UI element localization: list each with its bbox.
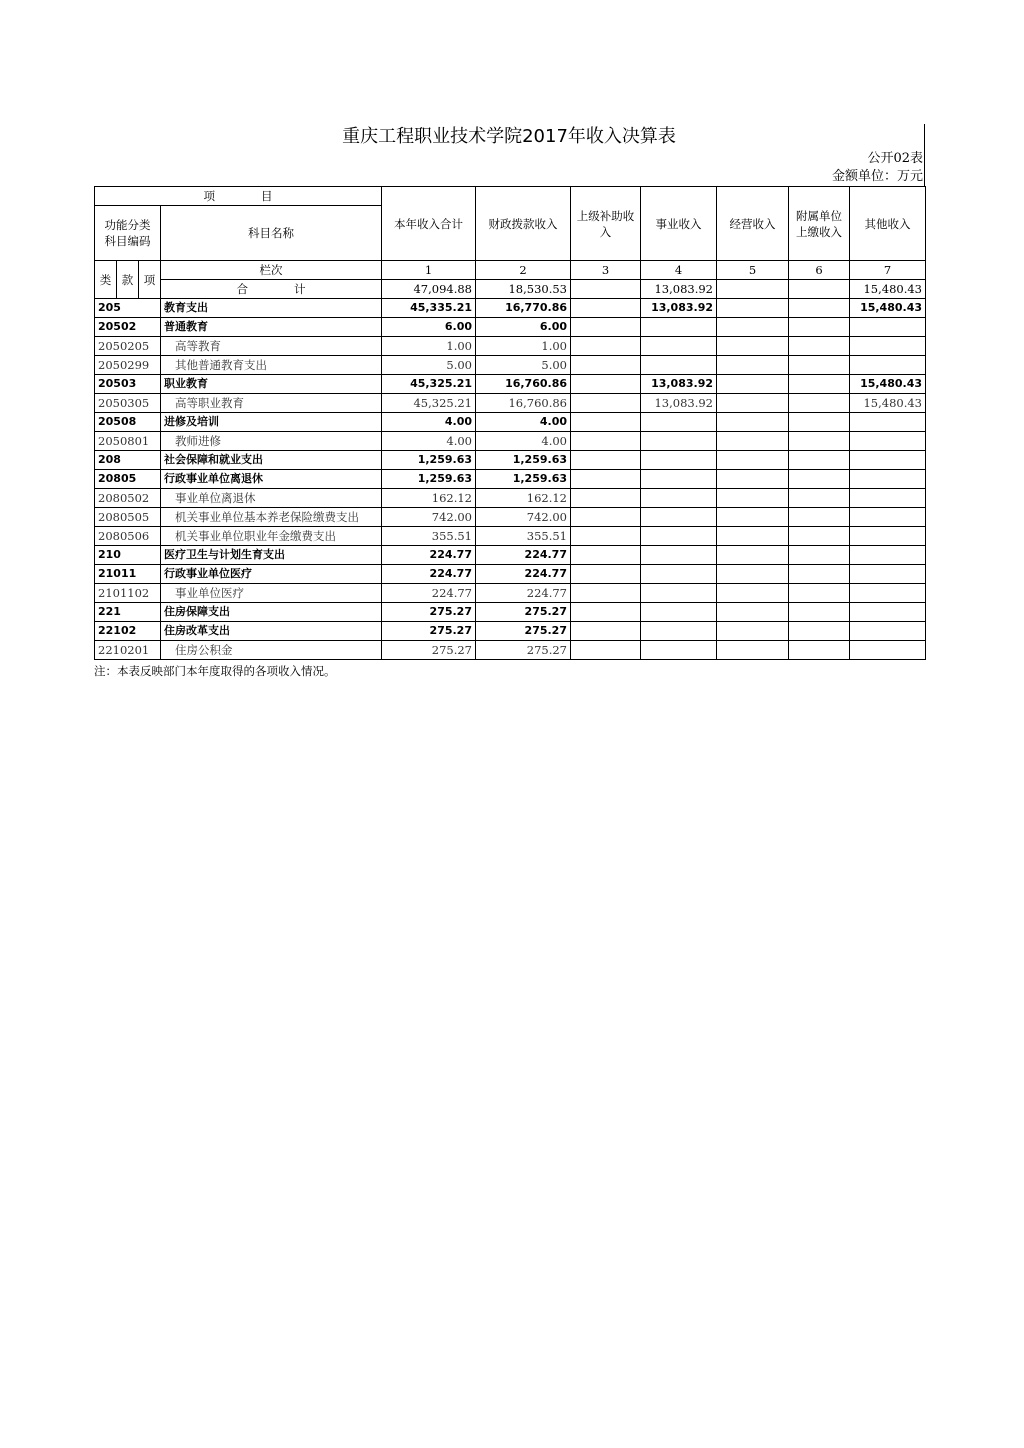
table-row bbox=[95, 546, 926, 565]
table-row bbox=[95, 299, 926, 318]
header-xiang: 项 bbox=[139, 261, 161, 299]
table-row bbox=[95, 394, 926, 413]
total-value: 47,094.88 bbox=[382, 280, 476, 299]
header-col-6: 附属单位 上缴收入 bbox=[789, 187, 850, 261]
row-value bbox=[789, 546, 850, 565]
row-value bbox=[789, 565, 850, 584]
row-value bbox=[571, 432, 641, 451]
header-func-code: 功能分类 科目编码 bbox=[95, 206, 161, 261]
row-value bbox=[641, 470, 717, 489]
row-subject-name: 事业单位医疗 bbox=[161, 584, 382, 603]
table-row bbox=[95, 470, 926, 489]
row-value bbox=[717, 641, 789, 660]
table-row bbox=[95, 527, 926, 546]
row-value bbox=[717, 508, 789, 527]
row-value: 1,259.63 bbox=[476, 470, 571, 489]
row-value bbox=[789, 356, 850, 375]
row-value bbox=[789, 622, 850, 641]
row-value: 1.00 bbox=[476, 337, 571, 356]
table-row bbox=[95, 375, 926, 394]
row-value: 224.77 bbox=[382, 584, 476, 603]
col-number: 6 bbox=[789, 261, 850, 280]
row-value: 275.27 bbox=[476, 603, 571, 622]
row-value: 4.00 bbox=[382, 432, 476, 451]
row-value: 1.00 bbox=[382, 337, 476, 356]
table-row bbox=[95, 318, 926, 337]
row-value: 45,325.21 bbox=[382, 375, 476, 394]
row-code: 210 bbox=[95, 546, 161, 565]
row-value bbox=[641, 565, 717, 584]
table-row bbox=[95, 584, 926, 603]
col-number: 7 bbox=[850, 261, 926, 280]
row-value bbox=[717, 584, 789, 603]
table-row bbox=[95, 489, 926, 508]
row-value: 1,259.63 bbox=[382, 451, 476, 470]
row-value: 4.00 bbox=[476, 413, 571, 432]
row-code: 2210201 bbox=[95, 641, 161, 660]
row-value bbox=[641, 413, 717, 432]
row-subject-name: 住房公积金 bbox=[161, 641, 382, 660]
row-subject-name: 住房改革支出 bbox=[161, 622, 382, 641]
row-value: 355.51 bbox=[476, 527, 571, 546]
row-subject-name: 行政事业单位离退休 bbox=[161, 470, 382, 489]
row-value bbox=[717, 603, 789, 622]
row-value: 16,760.86 bbox=[476, 394, 571, 413]
row-subject-name: 社会保障和就业支出 bbox=[161, 451, 382, 470]
row-code: 2050801 bbox=[95, 432, 161, 451]
header-col-5: 经营收入 bbox=[717, 187, 789, 261]
row-value bbox=[571, 603, 641, 622]
total-value bbox=[717, 280, 789, 299]
row-value bbox=[789, 641, 850, 660]
row-value: 16,770.86 bbox=[476, 299, 571, 318]
table-row bbox=[95, 565, 926, 584]
page-title: 重庆工程职业技术学院2017年收入决算表 bbox=[342, 126, 676, 147]
row-value bbox=[717, 394, 789, 413]
total-value bbox=[571, 280, 641, 299]
header-kuan: 款 bbox=[117, 261, 139, 299]
row-value bbox=[789, 318, 850, 337]
row-value bbox=[571, 337, 641, 356]
row-value bbox=[717, 337, 789, 356]
row-value: 275.27 bbox=[476, 622, 571, 641]
table-row bbox=[95, 622, 926, 641]
row-value bbox=[717, 527, 789, 546]
row-code: 2080506 bbox=[95, 527, 161, 546]
row-value: 224.77 bbox=[382, 546, 476, 565]
row-value bbox=[789, 432, 850, 451]
col-number: 5 bbox=[717, 261, 789, 280]
row-value bbox=[571, 584, 641, 603]
row-value: 355.51 bbox=[382, 527, 476, 546]
row-value bbox=[571, 375, 641, 394]
header-row-lanci bbox=[95, 261, 926, 280]
row-value bbox=[850, 527, 926, 546]
row-value: 45,335.21 bbox=[382, 299, 476, 318]
total-value: 15,480.43 bbox=[850, 280, 926, 299]
row-subject-name: 高等教育 bbox=[161, 337, 382, 356]
row-value bbox=[789, 299, 850, 318]
row-value bbox=[850, 489, 926, 508]
row-subject-name: 教师进修 bbox=[161, 432, 382, 451]
table-row bbox=[95, 603, 926, 622]
table-row bbox=[95, 337, 926, 356]
row-value bbox=[789, 527, 850, 546]
row-value bbox=[571, 622, 641, 641]
row-value: 224.77 bbox=[476, 546, 571, 565]
header-col-2: 财政拨款收入 bbox=[476, 187, 571, 261]
row-value: 1,259.63 bbox=[476, 451, 571, 470]
row-value bbox=[641, 603, 717, 622]
row-value: 742.00 bbox=[476, 508, 571, 527]
table-row bbox=[95, 451, 926, 470]
col-number: 1 bbox=[382, 261, 476, 280]
row-value: 5.00 bbox=[476, 356, 571, 375]
table-row bbox=[95, 413, 926, 432]
row-value: 742.00 bbox=[382, 508, 476, 527]
row-value bbox=[850, 584, 926, 603]
row-value bbox=[717, 375, 789, 394]
row-value bbox=[571, 394, 641, 413]
row-value bbox=[717, 489, 789, 508]
row-code: 20508 bbox=[95, 413, 161, 432]
row-value bbox=[850, 318, 926, 337]
row-value bbox=[850, 603, 926, 622]
header-col-7: 其他收入 bbox=[850, 187, 926, 261]
row-value: 275.27 bbox=[382, 641, 476, 660]
header-lanci: 栏次 bbox=[161, 261, 382, 280]
row-value bbox=[717, 432, 789, 451]
income-table bbox=[94, 186, 926, 660]
row-subject-name: 普通教育 bbox=[161, 318, 382, 337]
row-value: 275.27 bbox=[382, 622, 476, 641]
form-number: 公开02表 bbox=[867, 151, 923, 166]
row-value: 275.27 bbox=[382, 603, 476, 622]
table-row bbox=[95, 641, 926, 660]
table-row bbox=[95, 432, 926, 451]
row-value bbox=[571, 527, 641, 546]
col-number: 2 bbox=[476, 261, 571, 280]
row-value bbox=[850, 337, 926, 356]
row-value bbox=[641, 546, 717, 565]
row-value: 4.00 bbox=[476, 432, 571, 451]
row-subject-name: 教育支出 bbox=[161, 299, 382, 318]
row-value bbox=[850, 641, 926, 660]
row-value: 15,480.43 bbox=[850, 375, 926, 394]
row-value bbox=[850, 356, 926, 375]
row-value: 162.12 bbox=[382, 489, 476, 508]
row-value: 224.77 bbox=[382, 565, 476, 584]
row-code: 22102 bbox=[95, 622, 161, 641]
row-value bbox=[641, 318, 717, 337]
row-subject-name: 事业单位离退休 bbox=[161, 489, 382, 508]
row-code: 20805 bbox=[95, 470, 161, 489]
row-value bbox=[571, 299, 641, 318]
row-code: 2080502 bbox=[95, 489, 161, 508]
total-row bbox=[95, 280, 926, 299]
row-value: 15,480.43 bbox=[850, 394, 926, 413]
row-value bbox=[789, 470, 850, 489]
row-value bbox=[789, 489, 850, 508]
row-value bbox=[641, 432, 717, 451]
row-subject-name: 机关事业单位职业年金缴费支出 bbox=[161, 527, 382, 546]
sheet-edge-line bbox=[924, 124, 925, 186]
row-value bbox=[850, 451, 926, 470]
row-subject-name: 其他普通教育支出 bbox=[161, 356, 382, 375]
row-value: 224.77 bbox=[476, 584, 571, 603]
row-value bbox=[571, 413, 641, 432]
row-value bbox=[850, 470, 926, 489]
row-value: 224.77 bbox=[476, 565, 571, 584]
row-value bbox=[571, 546, 641, 565]
header-col-3: 上级补助收 入 bbox=[571, 187, 641, 261]
row-code: 2080505 bbox=[95, 508, 161, 527]
row-value bbox=[571, 470, 641, 489]
row-value bbox=[641, 356, 717, 375]
row-value bbox=[850, 546, 926, 565]
row-value: 16,760.86 bbox=[476, 375, 571, 394]
row-value: 13,083.92 bbox=[641, 299, 717, 318]
header-col-4: 事业收入 bbox=[641, 187, 717, 261]
row-subject-name: 机关事业单位基本养老保险缴费支出 bbox=[161, 508, 382, 527]
col-number: 4 bbox=[641, 261, 717, 280]
row-value bbox=[789, 375, 850, 394]
row-value bbox=[717, 451, 789, 470]
row-value bbox=[571, 508, 641, 527]
row-value bbox=[571, 356, 641, 375]
row-code: 221 bbox=[95, 603, 161, 622]
table-row bbox=[95, 356, 926, 375]
row-code: 21011 bbox=[95, 565, 161, 584]
row-value: 1,259.63 bbox=[382, 470, 476, 489]
row-value: 6.00 bbox=[382, 318, 476, 337]
row-code: 208 bbox=[95, 451, 161, 470]
row-value bbox=[789, 508, 850, 527]
row-code: 2050299 bbox=[95, 356, 161, 375]
row-value bbox=[641, 622, 717, 641]
header-row-item bbox=[95, 187, 926, 206]
row-value bbox=[717, 356, 789, 375]
row-value bbox=[571, 489, 641, 508]
total-value bbox=[789, 280, 850, 299]
row-value bbox=[717, 413, 789, 432]
row-code: 20503 bbox=[95, 375, 161, 394]
row-value bbox=[850, 622, 926, 641]
row-value bbox=[850, 432, 926, 451]
row-value: 45,325.21 bbox=[382, 394, 476, 413]
row-value: 15,480.43 bbox=[850, 299, 926, 318]
row-value bbox=[789, 603, 850, 622]
header-col-1: 本年收入合计 bbox=[382, 187, 476, 261]
row-subject-name: 职业教育 bbox=[161, 375, 382, 394]
row-value: 4.00 bbox=[382, 413, 476, 432]
row-value bbox=[717, 546, 789, 565]
row-code: 2050305 bbox=[95, 394, 161, 413]
row-value bbox=[717, 622, 789, 641]
row-value bbox=[571, 451, 641, 470]
row-value bbox=[717, 318, 789, 337]
row-value bbox=[850, 413, 926, 432]
row-value: 162.12 bbox=[476, 489, 571, 508]
row-value: 275.27 bbox=[476, 641, 571, 660]
row-value bbox=[850, 508, 926, 527]
row-code: 2101102 bbox=[95, 584, 161, 603]
row-subject-name: 行政事业单位医疗 bbox=[161, 565, 382, 584]
row-value bbox=[641, 489, 717, 508]
col-number: 3 bbox=[571, 261, 641, 280]
row-value: 5.00 bbox=[382, 356, 476, 375]
row-code: 205 bbox=[95, 299, 161, 318]
row-value bbox=[571, 641, 641, 660]
row-value bbox=[641, 337, 717, 356]
total-value: 13,083.92 bbox=[641, 280, 717, 299]
row-value bbox=[641, 451, 717, 470]
row-value bbox=[571, 565, 641, 584]
total-value: 18,530.53 bbox=[476, 280, 571, 299]
row-value bbox=[789, 451, 850, 470]
row-value bbox=[717, 565, 789, 584]
row-code: 20502 bbox=[95, 318, 161, 337]
row-value bbox=[641, 527, 717, 546]
row-value: 13,083.92 bbox=[641, 375, 717, 394]
table-row bbox=[95, 508, 926, 527]
header-lei: 类 bbox=[95, 261, 117, 299]
row-subject-name: 高等职业教育 bbox=[161, 394, 382, 413]
row-value bbox=[789, 337, 850, 356]
row-value bbox=[571, 318, 641, 337]
amount-unit: 金额单位：万元 bbox=[831, 169, 923, 184]
row-code: 2050205 bbox=[95, 337, 161, 356]
total-label: 合 计 bbox=[161, 280, 382, 299]
row-subject-name: 医疗卫生与计划生育支出 bbox=[161, 546, 382, 565]
table-note: 注：本表反映部门本年度取得的各项收入情况。 bbox=[94, 664, 336, 678]
row-value bbox=[717, 470, 789, 489]
row-value bbox=[641, 641, 717, 660]
header-item: 项 目 bbox=[95, 187, 382, 206]
row-value: 6.00 bbox=[476, 318, 571, 337]
row-subject-name: 住房保障支出 bbox=[161, 603, 382, 622]
row-value bbox=[717, 299, 789, 318]
row-value: 13,083.92 bbox=[641, 394, 717, 413]
header-subject-name: 科目名称 bbox=[161, 206, 382, 261]
row-value bbox=[789, 394, 850, 413]
row-subject-name: 进修及培训 bbox=[161, 413, 382, 432]
row-value bbox=[789, 584, 850, 603]
row-value bbox=[789, 413, 850, 432]
row-value bbox=[850, 565, 926, 584]
row-value bbox=[641, 508, 717, 527]
row-value bbox=[641, 584, 717, 603]
